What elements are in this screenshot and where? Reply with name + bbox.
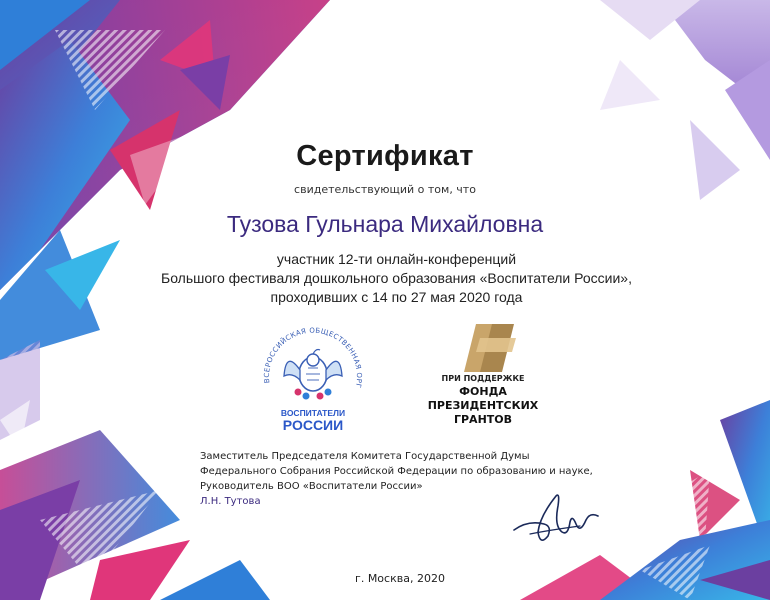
signatory-line: Руководитель ВОО «Воспитатели России» xyxy=(200,481,423,492)
recipient-name: Тузова Гульнара Михайловна xyxy=(226,211,544,237)
handwritten-signature xyxy=(510,486,602,552)
vospitateli-rossii-logo xyxy=(256,322,370,436)
participation-line: Большого фестиваля дошкольного образования «Воспитатели России», xyxy=(161,270,632,286)
place-date: г. Москва, 2020 xyxy=(355,572,445,585)
org-name-line2: РОССИИ xyxy=(282,417,344,433)
org-name-line1: ВОСПИТАТЕЛИ xyxy=(280,408,346,418)
signatory-line: Федерального Собрания Российской Федерации по образованию и науке, xyxy=(200,466,593,477)
participation-line: проходивших с 14 по 27 мая 2020 года xyxy=(270,289,523,305)
grant-fund-line: ГРАНТОВ xyxy=(453,413,513,426)
signatory-name: Л.Н. Тутова xyxy=(200,496,261,507)
signatory-line: Заместитель Председателя Комитета Государственной Думы xyxy=(200,451,530,462)
org-arc-text: ВСЕРОССИЙСКАЯ ОБЩЕСТВЕННАЯ ОРГ xyxy=(262,326,364,389)
certificate-title: Сертификат xyxy=(296,140,474,172)
grant-fund-line: ПРЕЗИДЕНТСКИХ xyxy=(427,399,539,412)
presidential-grants-fund-logo xyxy=(413,318,553,438)
grant-support-label: ПРИ ПОДДЕРЖКЕ xyxy=(441,374,525,383)
participation-text xyxy=(0,250,770,307)
certificate-subtitle: свидетельствующий о том, что xyxy=(294,183,476,196)
fund-mark-icon xyxy=(458,322,518,374)
participation-line: участник 12-ти онлайн-конференций xyxy=(276,251,517,267)
bird-icon xyxy=(284,350,342,400)
grant-fund-name xyxy=(413,385,553,427)
grant-fund-line: ФОНДА xyxy=(459,385,507,398)
